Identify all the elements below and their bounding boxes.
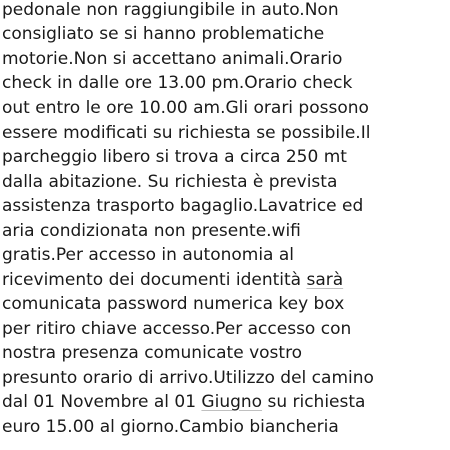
description-line: comunicata password numerica key box <box>2 294 345 314</box>
description-line: dal 01 Novembre al 01 Giugno su richiesta <box>2 392 366 412</box>
description-line: ricevimento dei documenti identità sarà <box>2 270 344 290</box>
description-line: per ritiro chiave accesso.Per accesso con <box>2 319 352 339</box>
description-line: nostra presenza comunicate vostro <box>2 343 303 363</box>
description-line: essere modificati su richiesta se possibile.Il <box>2 123 371 143</box>
description-line: dalla abitazione. Su richiesta è prevista <box>2 172 338 192</box>
description-line: motorie.Non si accettano animali.Orario <box>2 49 343 69</box>
description-line: euro 15.00 al giorno.Cambio biancheria <box>2 417 339 437</box>
description-line: aria condizionata non presente.wifi <box>2 221 301 241</box>
description-line: out entro le ore 10.00 am.Gli orari possono <box>2 98 369 118</box>
description-line: consigliato se si hanno problematiche <box>2 24 325 44</box>
description-line: parcheggio libero si trova a circa 250 mt <box>2 147 347 167</box>
description-line: presunto orario di arrivo.Utilizzo del camino <box>2 368 374 388</box>
description-line: pedonale non raggiungibile in auto.Non <box>2 0 339 20</box>
description-line: check in dalle ore 13.00 pm.Orario check <box>2 73 353 93</box>
description-line: assistenza trasporto bagaglio.Lavatrice ed <box>2 196 364 216</box>
description-line: gratis.Per accesso in autonomia al <box>2 245 295 265</box>
